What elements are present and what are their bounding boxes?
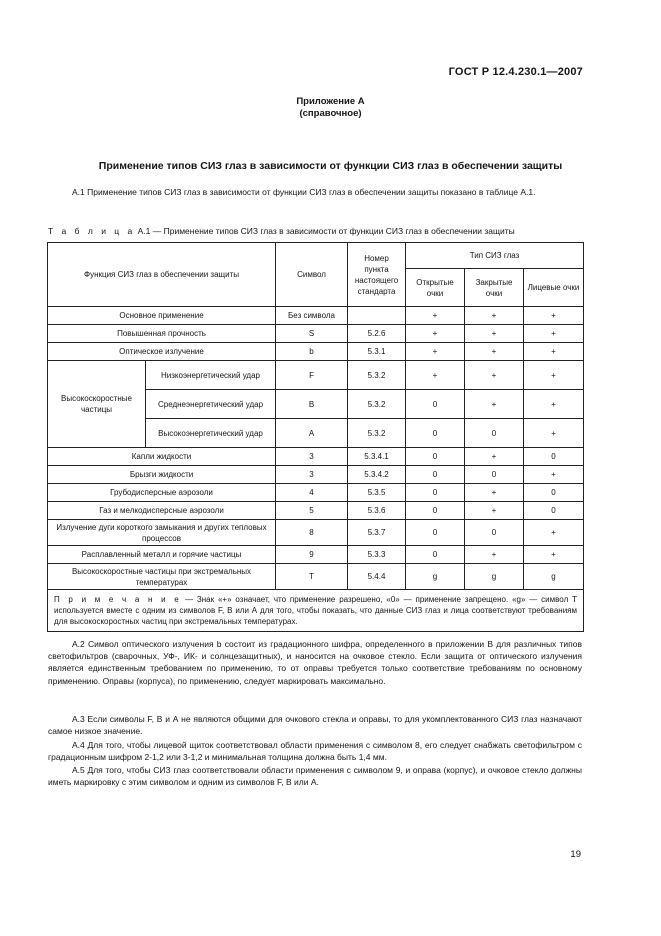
cell-open: 0 xyxy=(406,484,465,502)
header-face: Лицевые очки xyxy=(524,269,584,307)
cell-closed: + xyxy=(465,361,524,390)
cell-clause: 5.3.2 xyxy=(348,390,406,419)
header-function: Функция СИЗ глаз в обеспечении защиты xyxy=(48,243,276,307)
cell-symbol: 3 xyxy=(276,448,348,466)
cell-face: + xyxy=(524,361,584,390)
header-clause: Номер пункта настоящего стандарта xyxy=(348,243,406,307)
cell-face: 0 xyxy=(524,448,584,466)
cell-symbol: В xyxy=(276,390,348,419)
cell-clause: 5.2.6 xyxy=(348,325,406,343)
cell-symbol: 3 xyxy=(276,466,348,484)
note-text: — Знак «+» означает, что применение разрешено, «0» — применение запрещено. «g» — символ Т используется вместе с одним из символов F, В или А для того, чтобы показать, что данные СИЗ глаз и лица соответствуют требованиям для высокоскоростных частиц при экстремальных температурах. xyxy=(54,595,578,626)
paragraph-a3: А.3 Если символы F, В и А не являются общими для очкового стекла и оправы, то для укомплектованного СИЗ глаз назначают самое низкое значение. xyxy=(48,714,582,737)
cell-clause: 5.3.2 xyxy=(348,419,406,448)
cell-symbol: S xyxy=(276,325,348,343)
cell-closed: + xyxy=(465,390,524,419)
cell-open: 0 xyxy=(406,466,465,484)
cell-face: + xyxy=(524,466,584,484)
note-label: П р и м е ч а н и е xyxy=(54,595,182,604)
cell-clause: 5.3.1 xyxy=(348,343,406,361)
cell-open: 0 xyxy=(406,546,465,564)
table-row xyxy=(48,546,584,564)
cell-open: + xyxy=(406,307,465,325)
annex-subtitle: (справочное) xyxy=(299,108,362,119)
table-row xyxy=(48,466,584,484)
cell-face: + xyxy=(524,343,584,361)
header-closed: Закрытые очки xyxy=(465,269,524,307)
table-row xyxy=(48,520,584,546)
annex-title: Приложение А xyxy=(296,96,365,107)
cell-open: 0 xyxy=(406,419,465,448)
table-caption-prefix: Т а б л и ц а xyxy=(48,226,136,236)
cell-clause: 5.3.4.1 xyxy=(348,448,406,466)
cell-function: Излучение дуги короткого замыкания и других тепловых процессов xyxy=(48,520,276,546)
cell-function: Повышенная прочность xyxy=(48,325,276,343)
cell-closed: + xyxy=(465,546,524,564)
table-row xyxy=(48,361,584,390)
table-note-row xyxy=(48,590,584,632)
cell-function: Высокоскоростные частицы при экстремальных температурах xyxy=(48,564,276,590)
cell-open: + xyxy=(406,361,465,390)
cell-closed: 0 xyxy=(465,520,524,546)
cell-face: + xyxy=(524,419,584,448)
intro-paragraph: А.1 Применение типов СИЗ глаз в зависимости от функции СИЗ глаз в обеспечении защиты показано в таблице А.1. xyxy=(72,187,536,197)
cell-symbol: Т xyxy=(276,564,348,590)
header-open: Открытые очки xyxy=(406,269,465,307)
cell-group: Высокоскоростные частицы xyxy=(48,361,146,448)
cell-closed: + xyxy=(465,343,524,361)
cell-function: Оптическое излучение xyxy=(48,343,276,361)
table-row xyxy=(48,448,584,466)
cell-face: + xyxy=(524,520,584,546)
cell-clause xyxy=(348,307,406,325)
cell-function: Брызги жидкости xyxy=(48,466,276,484)
paragraph-a5: А.5 Для того, чтобы СИЗ глаз соответствовали области применения с символом 9, и оправа (корпус), и очковое стекло должны иметь маркировку с этим символом и одним из символов F, В или А. xyxy=(48,765,582,788)
cell-open: g xyxy=(406,564,465,590)
cell-face: + xyxy=(524,325,584,343)
cell-symbol: Без символа xyxy=(276,307,348,325)
cell-clause: 5.3.7 xyxy=(348,520,406,546)
application-table xyxy=(47,242,584,632)
cell-open: 0 xyxy=(406,448,465,466)
cell-function: Среднеэнергетический удар xyxy=(146,390,276,419)
cell-clause: 5.4.4 xyxy=(348,564,406,590)
cell-symbol: А xyxy=(276,419,348,448)
cell-face: + xyxy=(524,546,584,564)
page-title: Применение типов СИЗ глаз в зависимости от функции СИЗ глаз в обеспечении защиты xyxy=(98,160,563,172)
cell-function: Низкоэнергетический удар xyxy=(146,361,276,390)
cell-clause: 5.3.6 xyxy=(348,502,406,520)
cell-symbol: b xyxy=(276,343,348,361)
cell-symbol: 8 xyxy=(276,520,348,546)
cell-function: Расплавленный металл и горячие частицы xyxy=(48,546,276,564)
cell-closed: + xyxy=(465,484,524,502)
table-row xyxy=(48,484,584,502)
cell-closed: + xyxy=(465,307,524,325)
header-symbol: Символ xyxy=(276,243,348,307)
cell-closed: g xyxy=(465,564,524,590)
cell-open: 0 xyxy=(406,502,465,520)
cell-face: 0 xyxy=(524,502,584,520)
table-row xyxy=(48,564,584,590)
cell-clause: 5.3.3 xyxy=(348,546,406,564)
table-row xyxy=(48,307,584,325)
table-row xyxy=(48,502,584,520)
cell-function: Капли жидкости xyxy=(48,448,276,466)
cell-clause: 5.3.2 xyxy=(348,361,406,390)
cell-closed: + xyxy=(465,448,524,466)
standard-number: ГОСТ Р 12.4.230.1—2007 xyxy=(448,66,583,78)
cell-face: + xyxy=(524,307,584,325)
table-row xyxy=(48,343,584,361)
cell-symbol: F xyxy=(276,361,348,390)
cell-closed: + xyxy=(465,502,524,520)
cell-closed: 0 xyxy=(465,466,524,484)
cell-open: 0 xyxy=(406,520,465,546)
cell-clause: 5.3.5 xyxy=(348,484,406,502)
cell-function: Газ и мелкодисперсные аэрозоли xyxy=(48,502,276,520)
cell-closed: 0 xyxy=(465,419,524,448)
cell-open: 0 xyxy=(406,390,465,419)
table-caption xyxy=(48,226,582,236)
paragraph-a4: А.4 Для того, чтобы лицевой щиток соответствовал области применения с символом 8, его следует снабжать светофильтром с градационным шифром 2-1,2 или 3-1,2 и минимальная толщина должна быть 1,4 мм. xyxy=(48,740,582,763)
cell-clause: 5.3.4.2 xyxy=(348,466,406,484)
paragraph-a2: А.2 Символ оптического излучения b состоит из градационного шифра, определенного в приложении В для различных типов светофильтров (сварочных, УФ-, ИК- и солнцезащитных), и наносится на очковое стекло. Если защита от оптического излучения является единственным требованием по применению, то от оправы требуется только соответствие требованиям по основному применению. Оправы (корпуса), по применению, следует маркировать максимально. xyxy=(48,639,582,686)
cell-symbol: 9 xyxy=(276,546,348,564)
table-row xyxy=(48,325,584,343)
cell-open: + xyxy=(406,325,465,343)
table-note xyxy=(48,590,584,632)
cell-function: Грубодисперсные аэрозоли xyxy=(48,484,276,502)
cell-symbol: 4 xyxy=(276,484,348,502)
page-number: 19 xyxy=(570,849,581,860)
cell-face: g xyxy=(524,564,584,590)
table-caption-text: А.1 — Применение типов СИЗ глаз в зависимости от функции СИЗ глаз в обеспечении защиты xyxy=(137,226,515,236)
cell-symbol: 5 xyxy=(276,502,348,520)
cell-face: + xyxy=(524,390,584,419)
cell-closed: + xyxy=(465,325,524,343)
header-type-group: Тип СИЗ глаз xyxy=(406,243,584,269)
cell-open: + xyxy=(406,343,465,361)
cell-face: 0 xyxy=(524,484,584,502)
cell-function: Основное применение xyxy=(48,307,276,325)
cell-function: Высокоэнергетический удар xyxy=(146,419,276,448)
